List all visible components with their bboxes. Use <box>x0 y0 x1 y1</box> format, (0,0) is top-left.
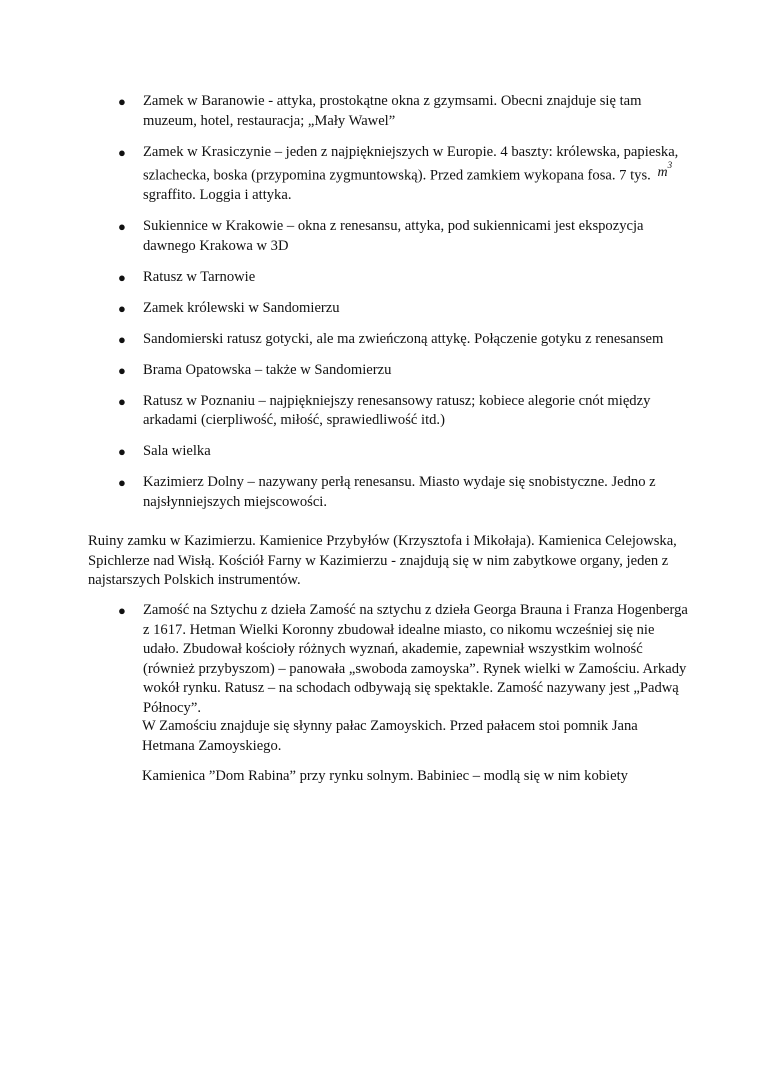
list-item <box>88 392 688 431</box>
bullet-icon: ● <box>118 362 126 378</box>
bullet-list-zamosc <box>88 601 688 718</box>
bullet-icon: ● <box>118 393 126 409</box>
list-item <box>88 143 688 206</box>
list-item <box>88 361 688 381</box>
list-item-text: Sukiennice w Krakowie – okna z renesansu, attyka, pod sukiennicami jest ekspozycja dawnego Krakowa w 3D <box>143 218 644 254</box>
list-item <box>88 473 688 512</box>
list-item-text: Ratusz w Poznaniu – najpiękniejszy renesansowy ratusz; kobiece alegorie cnót między arkadami (cierpliwość, miłość, sprawiedliwość itd.) <box>143 392 651 429</box>
list-item-text: Zamek w Baranowie - attyka, prostokątne okna z gzymsami. Obecni znajduje się tam muzeum, hotel, restauracja; „Mały Wawel” <box>143 93 642 129</box>
paragraph-kazimierz: Ruiny zamku w Kazimierzu. Kamienice Przybyłów (Krzysztofa i Mikołaja). Kamienica Celejowska, Spichlerze nad Wisłą. Kościół Farny w Kazimierzu - znajdują się w nim zabytkowe organy, jeden z najstarszych Polskich instrumentów. <box>88 533 677 588</box>
bullet-icon: ● <box>118 603 126 618</box>
list-item-text: Zamek w Krasiczynie – jeden z najpiękniejszych w Europie. 4 baszty: królewska, papieska, szlachecka, boska (przypomina zygmuntowską). Przed zamkiem wykopana fosa. 7 tys. <box>143 143 679 184</box>
bullet-list-monuments <box>88 92 688 524</box>
list-item <box>88 217 688 256</box>
list-item-text: Ratusz w Tarnowie <box>143 268 256 285</box>
list-item <box>88 330 688 350</box>
list-item <box>88 299 688 319</box>
list-item-text: Brama Opatowska – także w Sandomierzu <box>143 361 392 378</box>
paragraph-dom-rabina: Kamienica ”Dom Rabina” przy rynku solnym. Babiniec – modlą się w nim kobiety <box>142 768 628 784</box>
bullet-icon: ● <box>118 144 126 160</box>
bullet-icon: ● <box>118 269 126 285</box>
paragraph-zamosc-palace: W Zamościu znajduje się słynny pałac Zamoyskich. Przed pałacem stoi pomnik Jana Hetmana Zamoyskiego. <box>142 718 638 754</box>
bullet-icon: ● <box>118 219 126 235</box>
math-base: m <box>657 164 668 180</box>
bullet-icon: ● <box>118 94 126 109</box>
list-item-text: Kazimierz Dolny – nazywany perłą renesansu. Miasto wydaje się snobistyczne. Jedno z najsłynniejszych miejscowości. <box>143 474 656 510</box>
list-item <box>88 92 688 131</box>
list-item-text: Sandomierski ratusz gotycki, ale ma zwieńczoną attykę. Połączenie gotyku z renesansem <box>143 330 664 347</box>
list-item <box>88 442 688 462</box>
bullet-icon: ● <box>118 300 126 316</box>
list-item-text: Zamek królewski w Sandomierzu <box>143 299 340 316</box>
bullet-icon: ● <box>118 475 126 491</box>
bullet-icon: ● <box>118 444 126 460</box>
list-item-text: Sala wielka <box>143 443 211 460</box>
list-item <box>88 601 688 718</box>
list-item-text: Zamość na Sztychu z dzieła Zamość na sztychu z dzieła Georga Brauna i Franza Hogenberga z 1617. Hetman Wielki Koronny zbudował idealne miasto, co nikomu wcześniej się nie udało. Zbudował kościoły różnych wyznań, akademie, zapewniał wszystkim wolność (również przybyszom) – panowała „swoboda zamoyska”. Rynek wielki w Zamościu. Arkady wokół rynku. Ratusz – na schodach odbywają się spektakle. Zamość nazywany jest „Padwą Północy”. <box>143 602 688 716</box>
list-item-text-after: sgraffito. Loggia i attyka. <box>143 187 292 204</box>
bullet-icon: ● <box>118 331 126 347</box>
math-expression <box>657 160 673 180</box>
list-item <box>88 268 688 288</box>
math-exponent: 3 <box>667 160 673 170</box>
